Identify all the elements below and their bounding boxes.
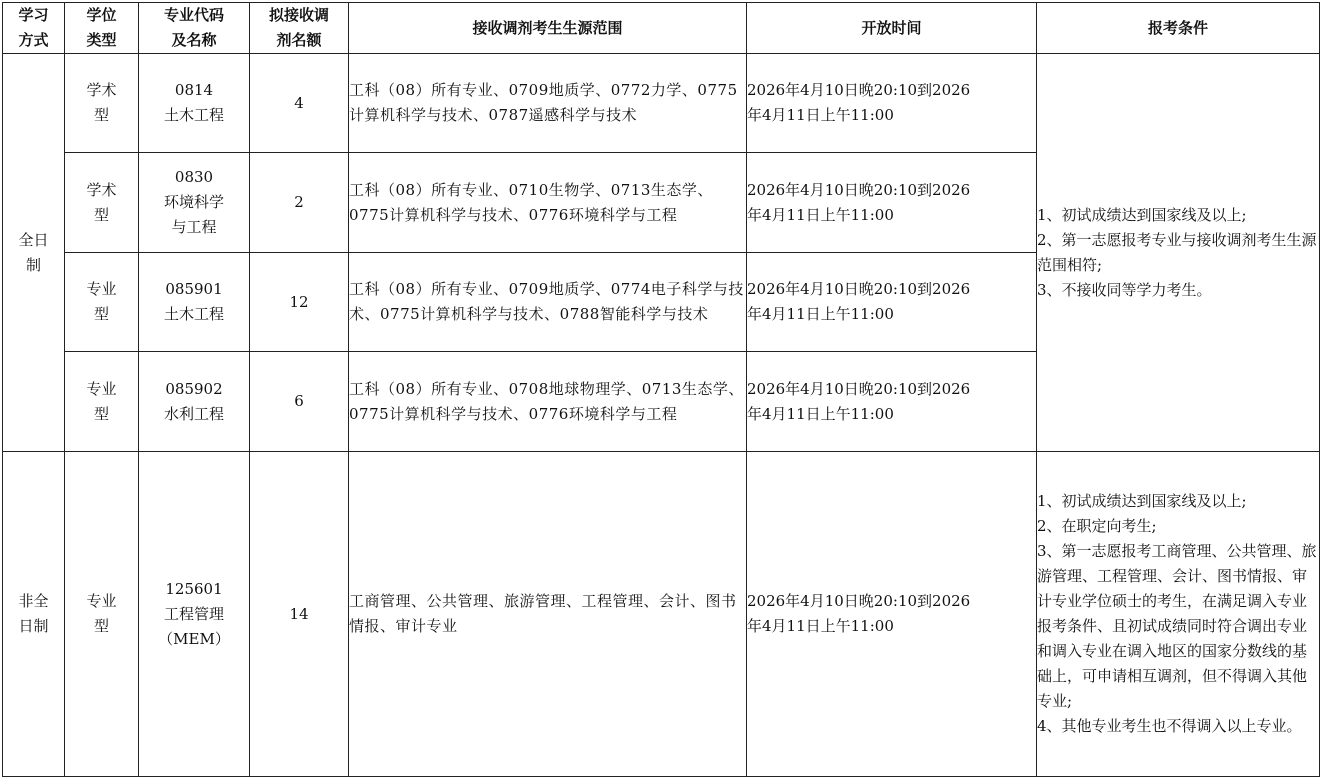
open-time-cell: 2026年4月10日晚20:10到2026 年4月11日上午11:00 [747, 352, 1037, 452]
major-cell: 085902 水利工程 [139, 352, 250, 452]
header-major: 专业代码 及名称 [139, 3, 250, 54]
conditions-cell-parttime: 1、初试成绩达到国家线及以上; 2、在职定向考生; 3、第一志愿报考工商管理、公共管理、旅游管理、工程管理、会计、图书情报、审计专业学位硕士的考生，在满足调入专业报考条件、且初试成绩同时符合调出专业和调入专业在调入地区的国家分数线的基础上，可申请相互调剂，但不得调入其他专业; 4、其他专业考生也不得调入以上专业。 [1037, 452, 1320, 777]
mode-cell-fulltime: 全日 制 [3, 54, 65, 452]
header-mode: 学习 方式 [3, 3, 65, 54]
header-open-time: 开放时间 [747, 3, 1037, 54]
major-cell: 0830 环境科学 与工程 [139, 153, 250, 253]
major-cell: 125601 工程管理 （MEM） [139, 452, 250, 777]
conditions-cell-fulltime: 1、初试成绩达到国家线及以上; 2、第一志愿报考专业与接收调剂考生生源范围相符; 3、不接收同等学力考生。 [1037, 54, 1320, 452]
quota-cell: 2 [250, 153, 349, 253]
degree-type-cell: 学术 型 [65, 153, 139, 253]
quota-cell: 6 [250, 352, 349, 452]
header-quota: 拟接收调 剂名额 [250, 3, 349, 54]
source-cell: 工商管理、公共管理、旅游管理、工程管理、会计、图书情报、审计专业 [349, 452, 747, 777]
table-row [3, 452, 1320, 777]
header-source: 接收调剂考生生源范围 [349, 3, 747, 54]
mode-cell-parttime: 非全 日制 [3, 452, 65, 777]
header-row [3, 3, 1320, 54]
open-time-cell: 2026年4月10日晚20:10到2026 年4月11日上午11:00 [747, 253, 1037, 352]
source-cell: 工科（08）所有专业、0710生物学、0713生态学、0775计算机科学与技术、0776环境科学与工程 [349, 153, 747, 253]
degree-type-cell: 学术 型 [65, 54, 139, 153]
open-time-cell: 2026年4月10日晚20:10到2026 年4月11日上午11:00 [747, 452, 1037, 777]
quota-cell: 4 [250, 54, 349, 153]
quota-cell: 12 [250, 253, 349, 352]
header-conditions: 报考条件 [1037, 3, 1320, 54]
major-cell: 085901 土木工程 [139, 253, 250, 352]
open-time-cell: 2026年4月10日晚20:10到2026 年4月11日上午11:00 [747, 54, 1037, 153]
degree-type-cell: 专业 型 [65, 452, 139, 777]
degree-type-cell: 专业 型 [65, 253, 139, 352]
source-cell: 工科（08）所有专业、0708地球物理学、0713生态学、0775计算机科学与技术、0776环境科学与工程 [349, 352, 747, 452]
major-cell: 0814 土木工程 [139, 54, 250, 153]
open-time-cell: 2026年4月10日晚20:10到2026 年4月11日上午11:00 [747, 153, 1037, 253]
source-cell: 工科（08）所有专业、0709地质学、0774电子科学与技术、0775计算机科学与技术、0788智能科学与技术 [349, 253, 747, 352]
table-row [3, 54, 1320, 153]
degree-type-cell: 专业 型 [65, 352, 139, 452]
header-degree-type: 学位 类型 [65, 3, 139, 54]
source-cell: 工科（08）所有专业、0709地质学、0772力学、0775计算机科学与技术、0787遥感科学与技术 [349, 54, 747, 153]
adjustment-table [2, 2, 1320, 777]
quota-cell: 14 [250, 452, 349, 777]
